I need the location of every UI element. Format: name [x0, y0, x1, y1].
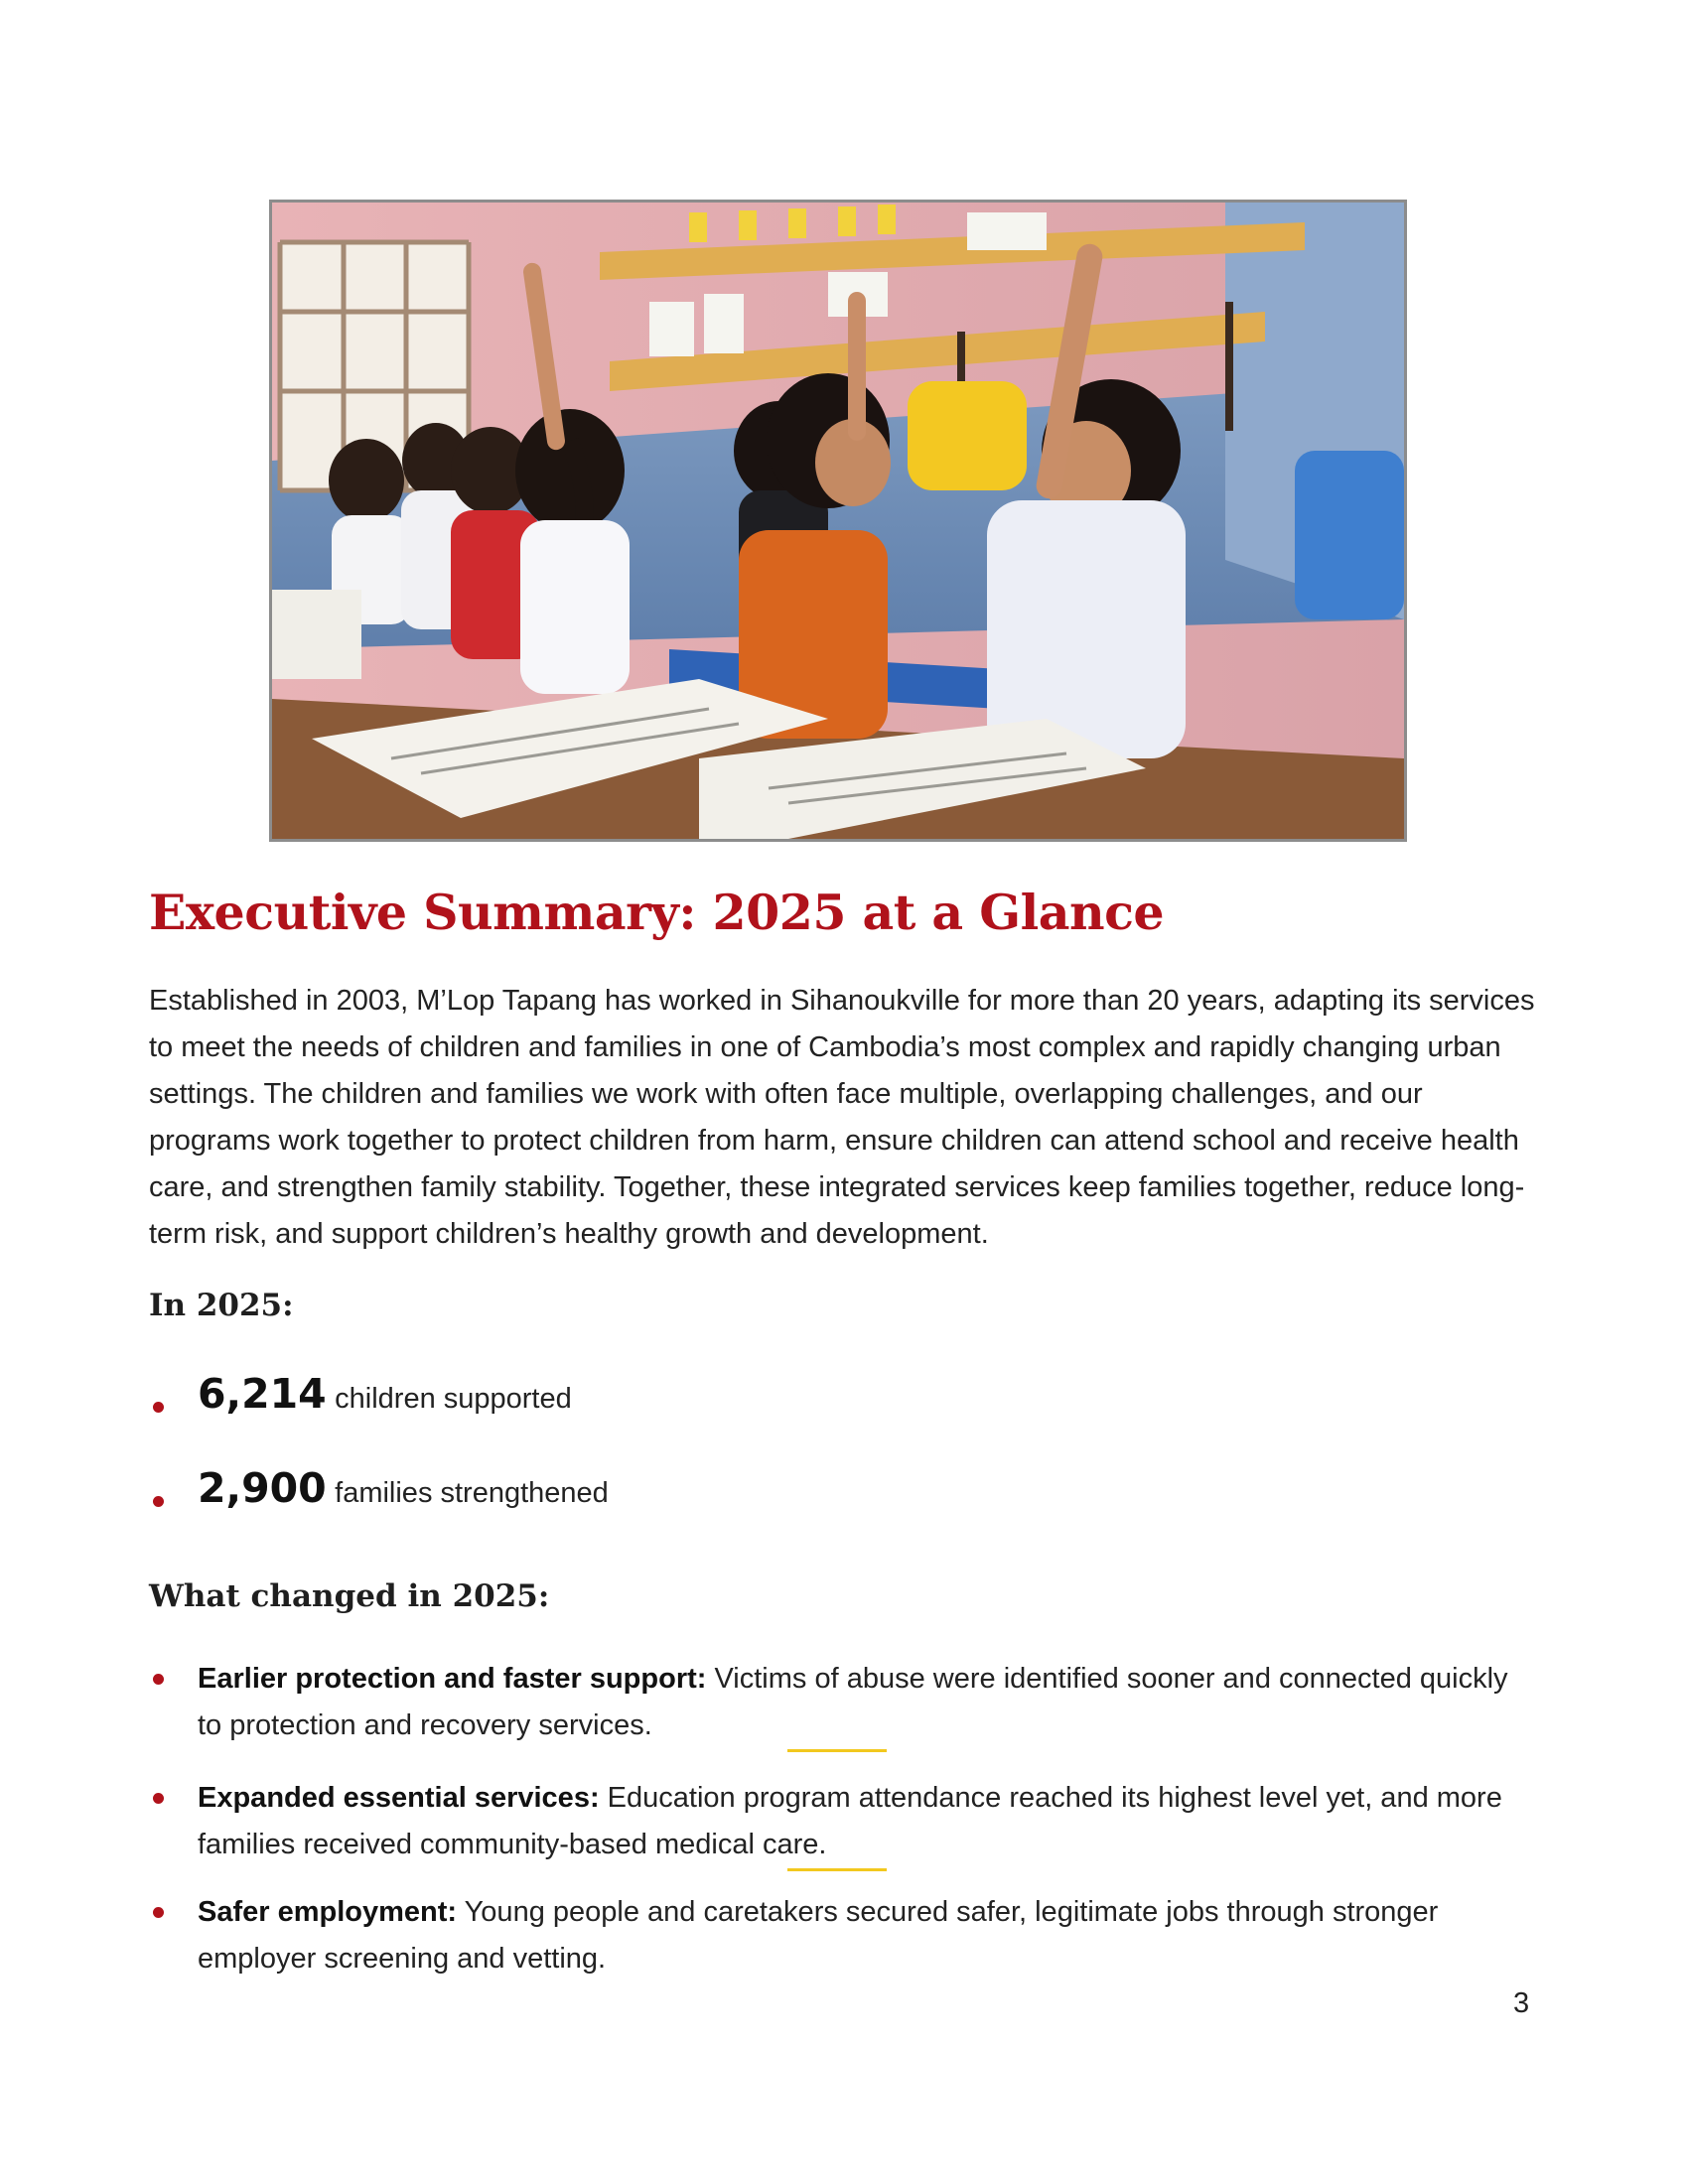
bullet-dot-icon [153, 1402, 164, 1413]
bullet-dot-icon [153, 1674, 164, 1685]
change-text: Education program attendance reached its highest level yet, and more families received community-based medical care. [198, 1782, 1502, 1860]
change-item [149, 1775, 1539, 1889]
intro-paragraph: Established in 2003, M’Lop Tapang has worked in Sihanoukville for more than 20 years, adapting its services to meet the needs of children and families in one of Cambodia’s most complex and rapidly changing urban settings. The children and families we work with often face multiple, overlapping challenges, and our programs work together to protect children from harm, ensure children can attend school and receive health care, and strengthen family stability. Together, these integrated services keep families together, reduce long-term risk, and support children’s healthy growth and development. [149, 985, 1535, 1250]
in-2025-heading: In 2025: [149, 1288, 294, 1323]
change-lead: Earlier protection and faster support: [198, 1663, 707, 1695]
stat-item-families [149, 1464, 1440, 1559]
changes-list [149, 1656, 1539, 1982]
stat-number: 2,900 [198, 1464, 327, 1512]
page-title: Executive Summary: 2025 at a Glance [149, 884, 1165, 941]
change-lead: Expanded essential services: [198, 1782, 600, 1814]
bullet-dot-icon [153, 1907, 164, 1918]
yellow-divider [787, 1868, 887, 1871]
classroom-illustration [272, 203, 1404, 839]
what-changed-heading: What changed in 2025: [149, 1578, 550, 1614]
stats-list [149, 1370, 1440, 1559]
change-text: Victims of abuse were identified sooner and connected quickly to protection and recovery services. [198, 1663, 1508, 1741]
bullet-dot-icon [153, 1496, 164, 1507]
bullet-dot-icon [153, 1793, 164, 1804]
stat-number: 6,214 [198, 1370, 327, 1418]
stat-item-children [149, 1370, 1440, 1464]
change-lead: Safer employment: [198, 1896, 458, 1928]
yellow-divider [787, 1749, 887, 1752]
stat-label: families strengthened [335, 1477, 609, 1509]
page-number: 3 [1513, 1987, 1530, 2019]
classroom-photo [269, 200, 1407, 842]
change-item [149, 1656, 1539, 1775]
change-item [149, 1889, 1539, 1982]
change-text: Young people and caretakers secured safer, legitimate jobs through stronger employer screening and vetting. [198, 1896, 1439, 1975]
stat-label: children supported [335, 1383, 572, 1415]
